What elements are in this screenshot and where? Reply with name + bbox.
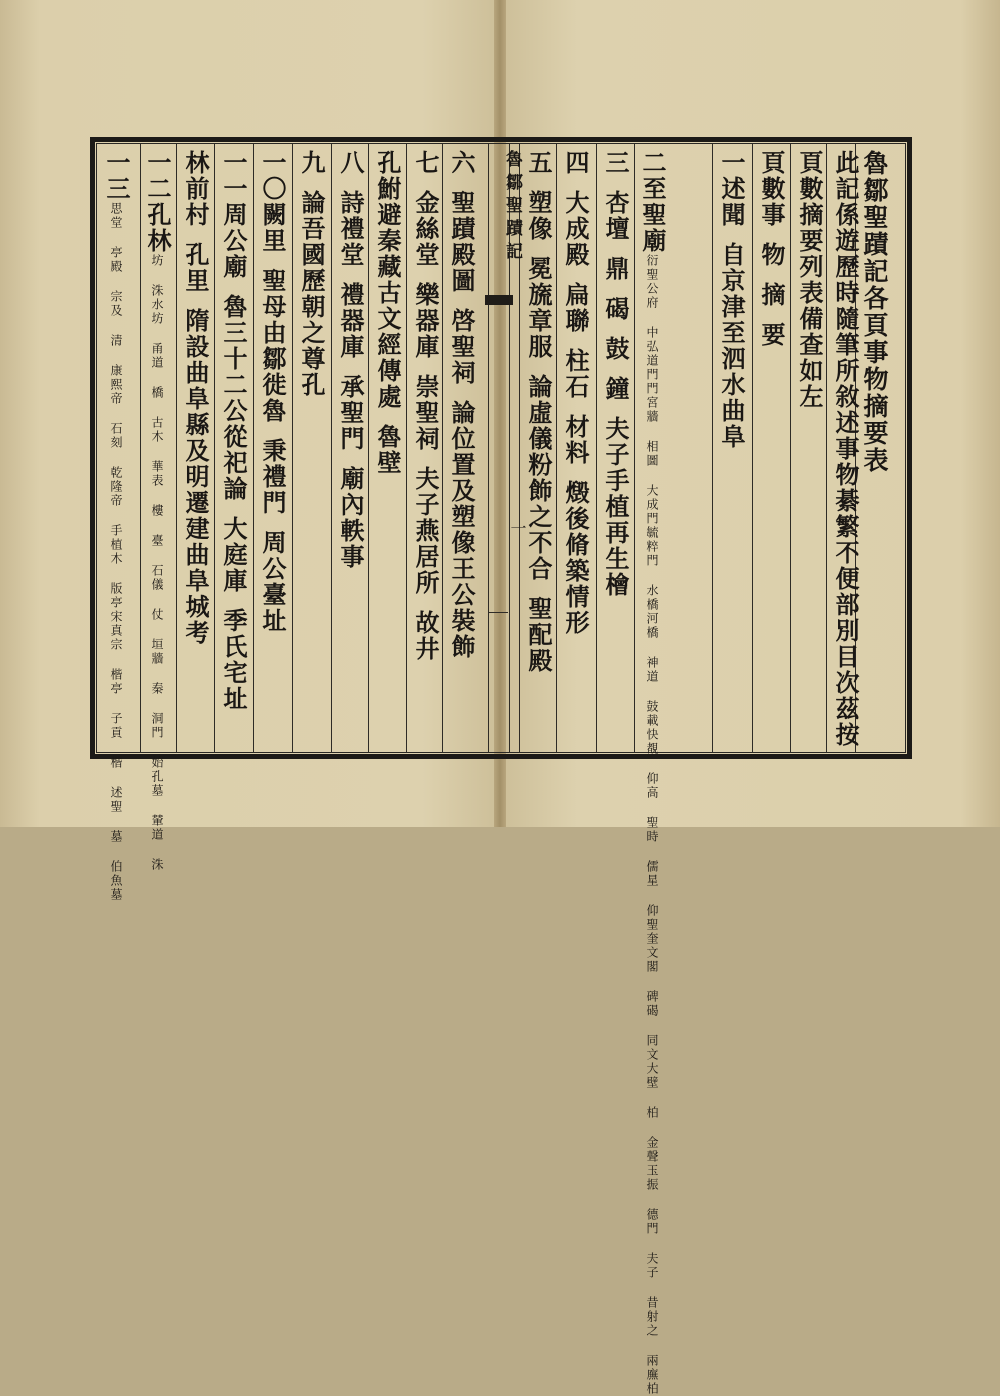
entry-text: 孔鮒避秦藏古文經傳處 [373, 150, 402, 410]
entry-text: 金絲堂 [411, 190, 440, 268]
column-rule [442, 144, 443, 753]
table-title [862, 150, 887, 750]
entry-text: 鼓 [601, 336, 630, 362]
column-text: 魯鄒聖蹟記各頁事物摘要表 [860, 150, 889, 474]
entry-text: 承聖門 [336, 374, 365, 452]
row-number: 九 [297, 150, 326, 176]
entry-text: 摘 [757, 282, 786, 308]
entry-text: 頁數事 [757, 150, 786, 228]
column-rule [556, 144, 557, 753]
entry-row [143, 150, 172, 872]
entry-text: 禮器庫 [336, 282, 365, 360]
column-rule [368, 144, 369, 753]
entry-text: 論吾國歷朝之尊孔 [297, 190, 326, 398]
entry-text: 夫子燕居所 [411, 466, 440, 596]
entry-text: 七 [411, 150, 440, 176]
entry-row [638, 150, 667, 1396]
column-rule [826, 144, 827, 753]
intro-line-2 [795, 150, 824, 750]
column-rule [406, 144, 407, 753]
entry-text: 樂器庫 [411, 282, 440, 360]
annotation-text: 河橋 神道 鼓載 [645, 612, 659, 728]
entry-text: 塑像 [524, 190, 553, 242]
annotation-text: 坊 洙水坊 甬道 橋 古木 華表 樓 臺 石儀 仗 垣牆 秦 洞門 始孔墓 輦道 洙 [150, 254, 164, 872]
entry-row [447, 150, 476, 750]
entry-text: 詩禮堂 [336, 190, 365, 268]
column-rule [253, 144, 254, 753]
annotation-text: 奎文閣 碑碣 同文大 [645, 932, 659, 1076]
annotation-text: 衍聖公府 中弘道門 [645, 254, 659, 382]
entry-text: 扁聯 [561, 282, 590, 334]
entry-text: 一二孔林 [143, 150, 172, 254]
entry-text: 論位置及塑像王公裝飾 [447, 400, 476, 660]
entry-row [524, 150, 553, 750]
entry-text: 魯三十二公從祀論 [219, 294, 248, 502]
annotation-text: 門宮牆 相圖 大成門 [645, 382, 659, 526]
column-rule [634, 144, 635, 753]
intro-line-1 [831, 150, 860, 750]
entry-text: 廟內軼事 [336, 466, 365, 570]
entry-text: 自京津至泗水曲阜 [717, 242, 746, 450]
entry-text: 要 [757, 322, 786, 348]
column-text: 此記係遊歷時隨筆所敘述事物綦繁不便部別目次茲按 [831, 150, 860, 748]
column-header-row [757, 150, 786, 750]
entry-text: 秉禮門 [258, 438, 287, 516]
fold-rule [488, 144, 489, 753]
entry-text: 四 [561, 150, 590, 176]
entry-text: 聖母由鄒徙魯 [258, 268, 287, 424]
entry-row [181, 150, 210, 750]
column-rule [752, 144, 753, 753]
column-rule [176, 144, 177, 753]
entry-text: 一三 [102, 150, 131, 202]
entry-text: 季氏宅址 [219, 608, 248, 712]
entry-text: 一述聞 [717, 150, 746, 228]
entry-text: 大庭庫 [219, 516, 248, 594]
entry-text: 林前村 [181, 150, 210, 228]
entry-text: 冕旒章服 [524, 256, 553, 360]
entry-text: 一〇闕里 [258, 150, 287, 254]
entry-text: 八 [336, 150, 365, 176]
entry-row [561, 150, 590, 750]
entry-row [601, 150, 630, 750]
entry-row [258, 150, 287, 750]
entry-row [219, 150, 248, 750]
entry-text: 聖配殿 [524, 596, 553, 674]
entry-text: 夫子手植再生檜 [601, 416, 630, 598]
column-rule [331, 144, 332, 753]
center-book-title [500, 150, 525, 265]
annotation-text: 毓粹門 水橋 [645, 526, 659, 612]
entry-row [373, 150, 402, 750]
entry-text: 物 [757, 242, 786, 268]
center-dash [488, 612, 508, 613]
entry-row [336, 150, 365, 750]
annotation-text: 壁 柏 金聲玉振 德門 夫子 昔射之 兩廡柏 [645, 1076, 659, 1396]
entry-text: 五 [524, 150, 553, 176]
entry-text: 隋設曲阜縣及明遷建曲阜城考 [181, 308, 210, 646]
annotation-text: 思堂 亭殿 宗及 清 康熙帝 石刻 乾隆帝 手植木 版亭 [109, 202, 123, 610]
entry-text: 啓聖祠 [447, 308, 476, 386]
entry-row [717, 150, 746, 750]
fish-tail-mark [485, 295, 513, 305]
annotation-text: 宋真宗 楷亭 子貢 楷 述聖 墓 伯魚墓 [109, 610, 123, 902]
column-rule [140, 144, 141, 753]
entry-text: 鐘 [601, 376, 630, 402]
column-rule [214, 144, 215, 753]
entry-text: 燬後脩築情形 [561, 480, 590, 636]
entry-text: 杏壇 [601, 190, 630, 242]
annotation-text: 快覩 仰高 聖時 儒星 仰聖 [645, 728, 659, 932]
entry-text: 崇聖祠 [411, 374, 440, 452]
entry-row [297, 150, 326, 750]
column-rule [292, 144, 293, 753]
entry-text: 鼎 [601, 256, 630, 282]
entry-text: 大成殿 [561, 190, 590, 268]
page-number: 一 [508, 520, 527, 536]
entry-text: 周公臺址 [258, 530, 287, 634]
entry-text: 論虛儀粉飾之不合 [524, 374, 553, 582]
column-text: 頁數摘要列表備查如左 [795, 150, 824, 410]
center-title-text: 魯鄒聖蹟記 [502, 150, 522, 265]
entry-text: 材料 [561, 414, 590, 466]
column-rule [790, 144, 791, 753]
entry-text: 孔里 [181, 242, 210, 294]
entry-text: 聖蹟殿圖 [447, 190, 476, 294]
entry-row [411, 150, 440, 750]
column-rule [596, 144, 597, 753]
column-rule [712, 144, 713, 753]
entry-text: 柱石 [561, 348, 590, 400]
entry-text: 六 [447, 150, 476, 176]
entry-text: 一一周公廟 [219, 150, 248, 280]
entry-row [102, 150, 131, 902]
entry-text: 魯壁 [373, 424, 402, 476]
entry-text: 二至聖廟 [638, 150, 667, 254]
entry-text: 碣 [601, 296, 630, 322]
entry-text: 三 [601, 150, 630, 176]
entry-text: 故井 [411, 610, 440, 662]
